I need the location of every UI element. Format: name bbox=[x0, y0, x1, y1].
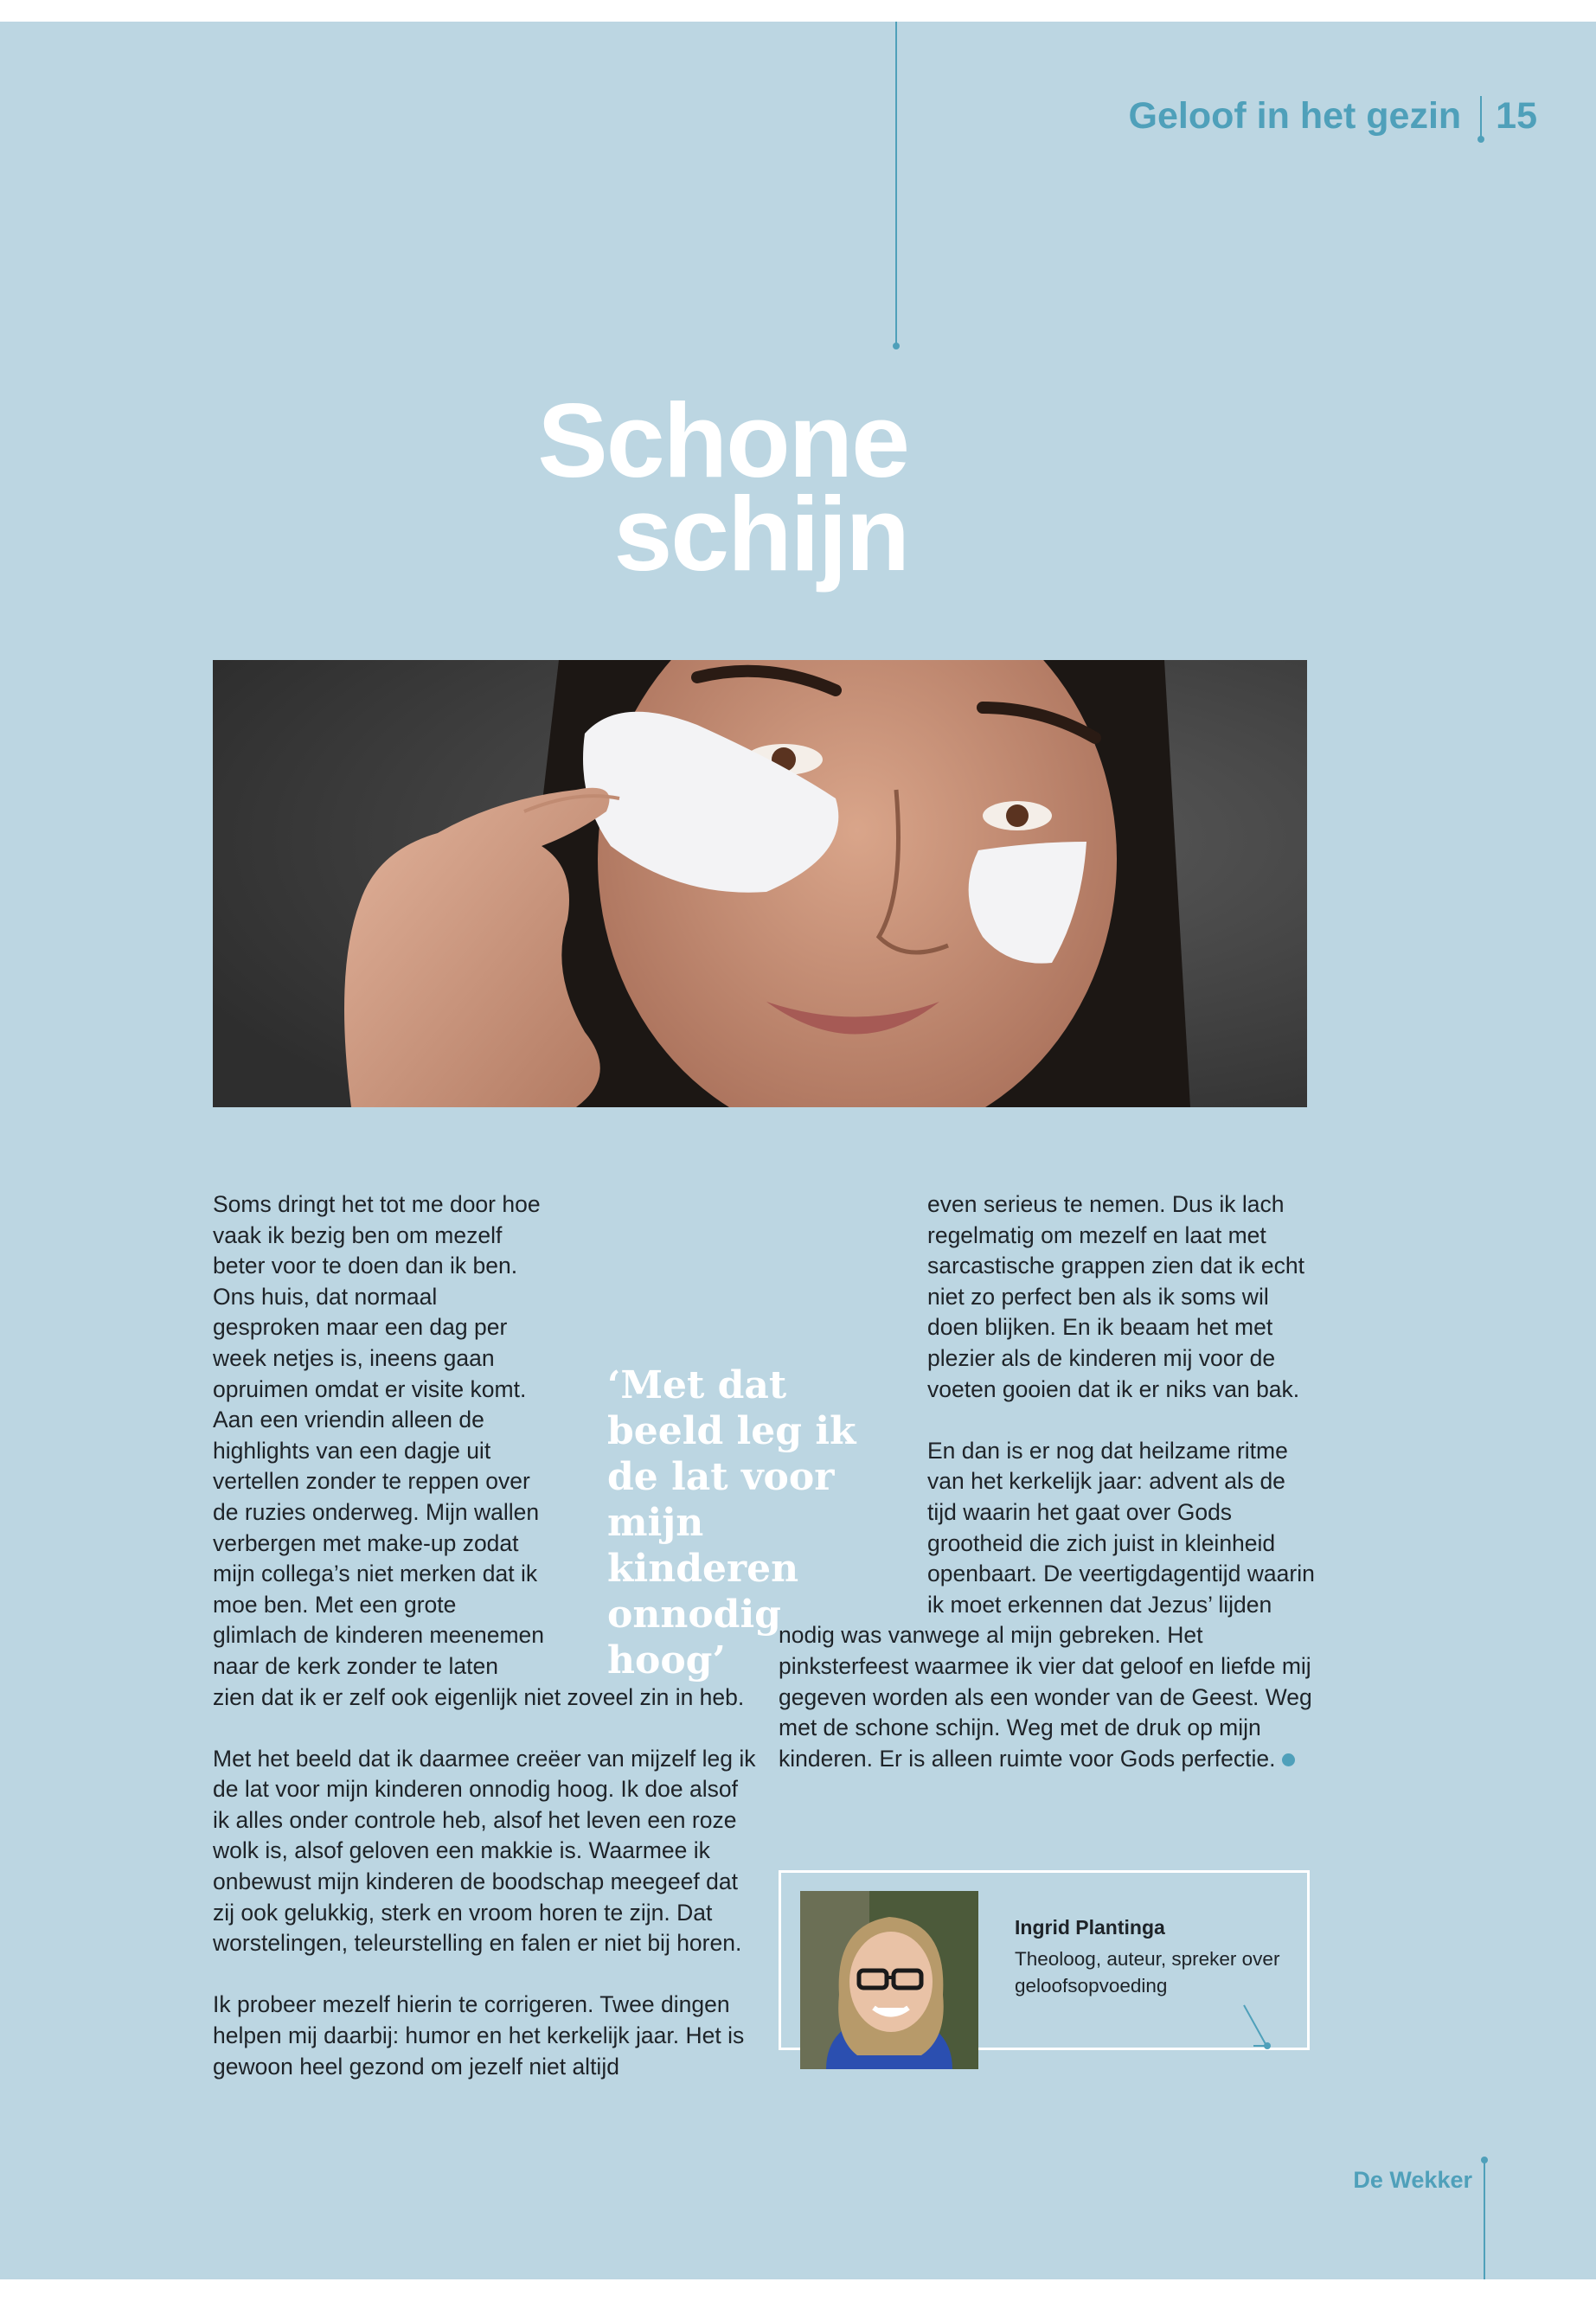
paragraph: Met het beeld dat ik daarmee creëer van mijzelf leg ik de lat voor mijn kinderen onnodig hoog. Ik doe alsof ik alles onder controle heb, alsof het leven een roze wolk is, alsof geloven een makkie is. Waarmee ik onbewust mijn kinderen de boodschap meegeef dat zij ook gelukkig, sterk en vroom horen te zijn. Dat worstelingen, teleurstelling en falen er niet bij horen. bbox=[213, 1745, 756, 1957]
author-portrait-image bbox=[800, 1891, 978, 2069]
paragraph: Soms dringt het tot me door hoe vaak ik bezig ben om mezelf beter voor te doen dan ik ben. Ons huis, dat normaal gesproken maar een dag per week netjes is, ineens gaan opruimen omdat er visite komt. Aan een vriendin alleen de highlights van een dagje uit vertellen zonder te reppen over de ruzies onderweg. Mijn wallen verbergen met make-up zodat mijn collega’s niet merken dat ik moe ben. Met een grote glimlach de kinderen meenemen naar de kerk zonder te laten zien dat ik er zelf ook eigenlijk niet zoveel zin in heb. bbox=[213, 1189, 758, 1713]
paragraph: even serieus te nemen. Dus ik lach regelmatig om mezelf en laat met sarcastische grappen zien dat ik echt niet zo perfect ben als ik soms wil doen blijken. En ik beaam het met plezier als de kinderen mij voor de voeten gooien dat ik er niks van bak. bbox=[779, 1189, 1315, 1405]
page-number: 15 bbox=[1496, 95, 1537, 137]
paragraph: Ik probeer mezelf hierin te corrigeren. Twee dingen helpen mij daarbij: humor en het kerkelijk jaar. Het is gewoon heel gezond om jezelf niet altijd bbox=[213, 1991, 745, 2080]
author-description: Theoloog, auteur, spreker over geloofsopvoeding bbox=[1015, 1948, 1280, 1997]
magazine-name: De Wekker bbox=[1353, 2167, 1472, 2193]
article-title bbox=[484, 381, 908, 593]
title-line-2: schijn bbox=[613, 475, 908, 593]
top-decorative-line bbox=[895, 22, 897, 346]
author-photo bbox=[800, 1891, 978, 2069]
pull-quote: ‘Met dat beeld leg ik de lat voor mijn kinderen onnodig hoog’ bbox=[607, 1363, 856, 1682]
header-separator bbox=[1480, 96, 1482, 138]
magazine-page bbox=[0, 22, 1596, 2279]
top-line-dot bbox=[893, 343, 900, 349]
bottom-decorative-line bbox=[1484, 2158, 1485, 2279]
hero-photo bbox=[213, 660, 1307, 1107]
paragraph: En dan is er nog dat heilzame ritme van het kerkelijk jaar: advent als de tijd waarin het gaat over Gods grootheid die zich juist in kleinheid openbaart. De veertigdagentijd waarin ik moet erkennen dat Jezus’ lijden nodig was vanwege al mijn gebreken. Het pinksterfeest waarmee ik vier dat geloof en liefde mij gegeven worden als een wonder van de Geest. Weg met de schone schijn. Weg met de druk op mijn kinderen. Er is alleen ruimte voor Gods perfectie. bbox=[779, 1437, 1315, 1772]
author-name: Ingrid Plantinga bbox=[1015, 1916, 1165, 1939]
decorative-line-icon bbox=[1240, 2001, 1274, 2053]
title-line-1: Schone bbox=[537, 381, 908, 499]
pull-quote-spacer bbox=[779, 1251, 927, 1282]
author-box bbox=[779, 1870, 1310, 2050]
woman-with-eye-patches-image bbox=[213, 660, 1307, 1107]
page-header bbox=[1129, 95, 1537, 138]
section-title: Geloof in het gezin bbox=[1128, 95, 1462, 137]
end-mark-dot bbox=[1282, 1753, 1295, 1766]
